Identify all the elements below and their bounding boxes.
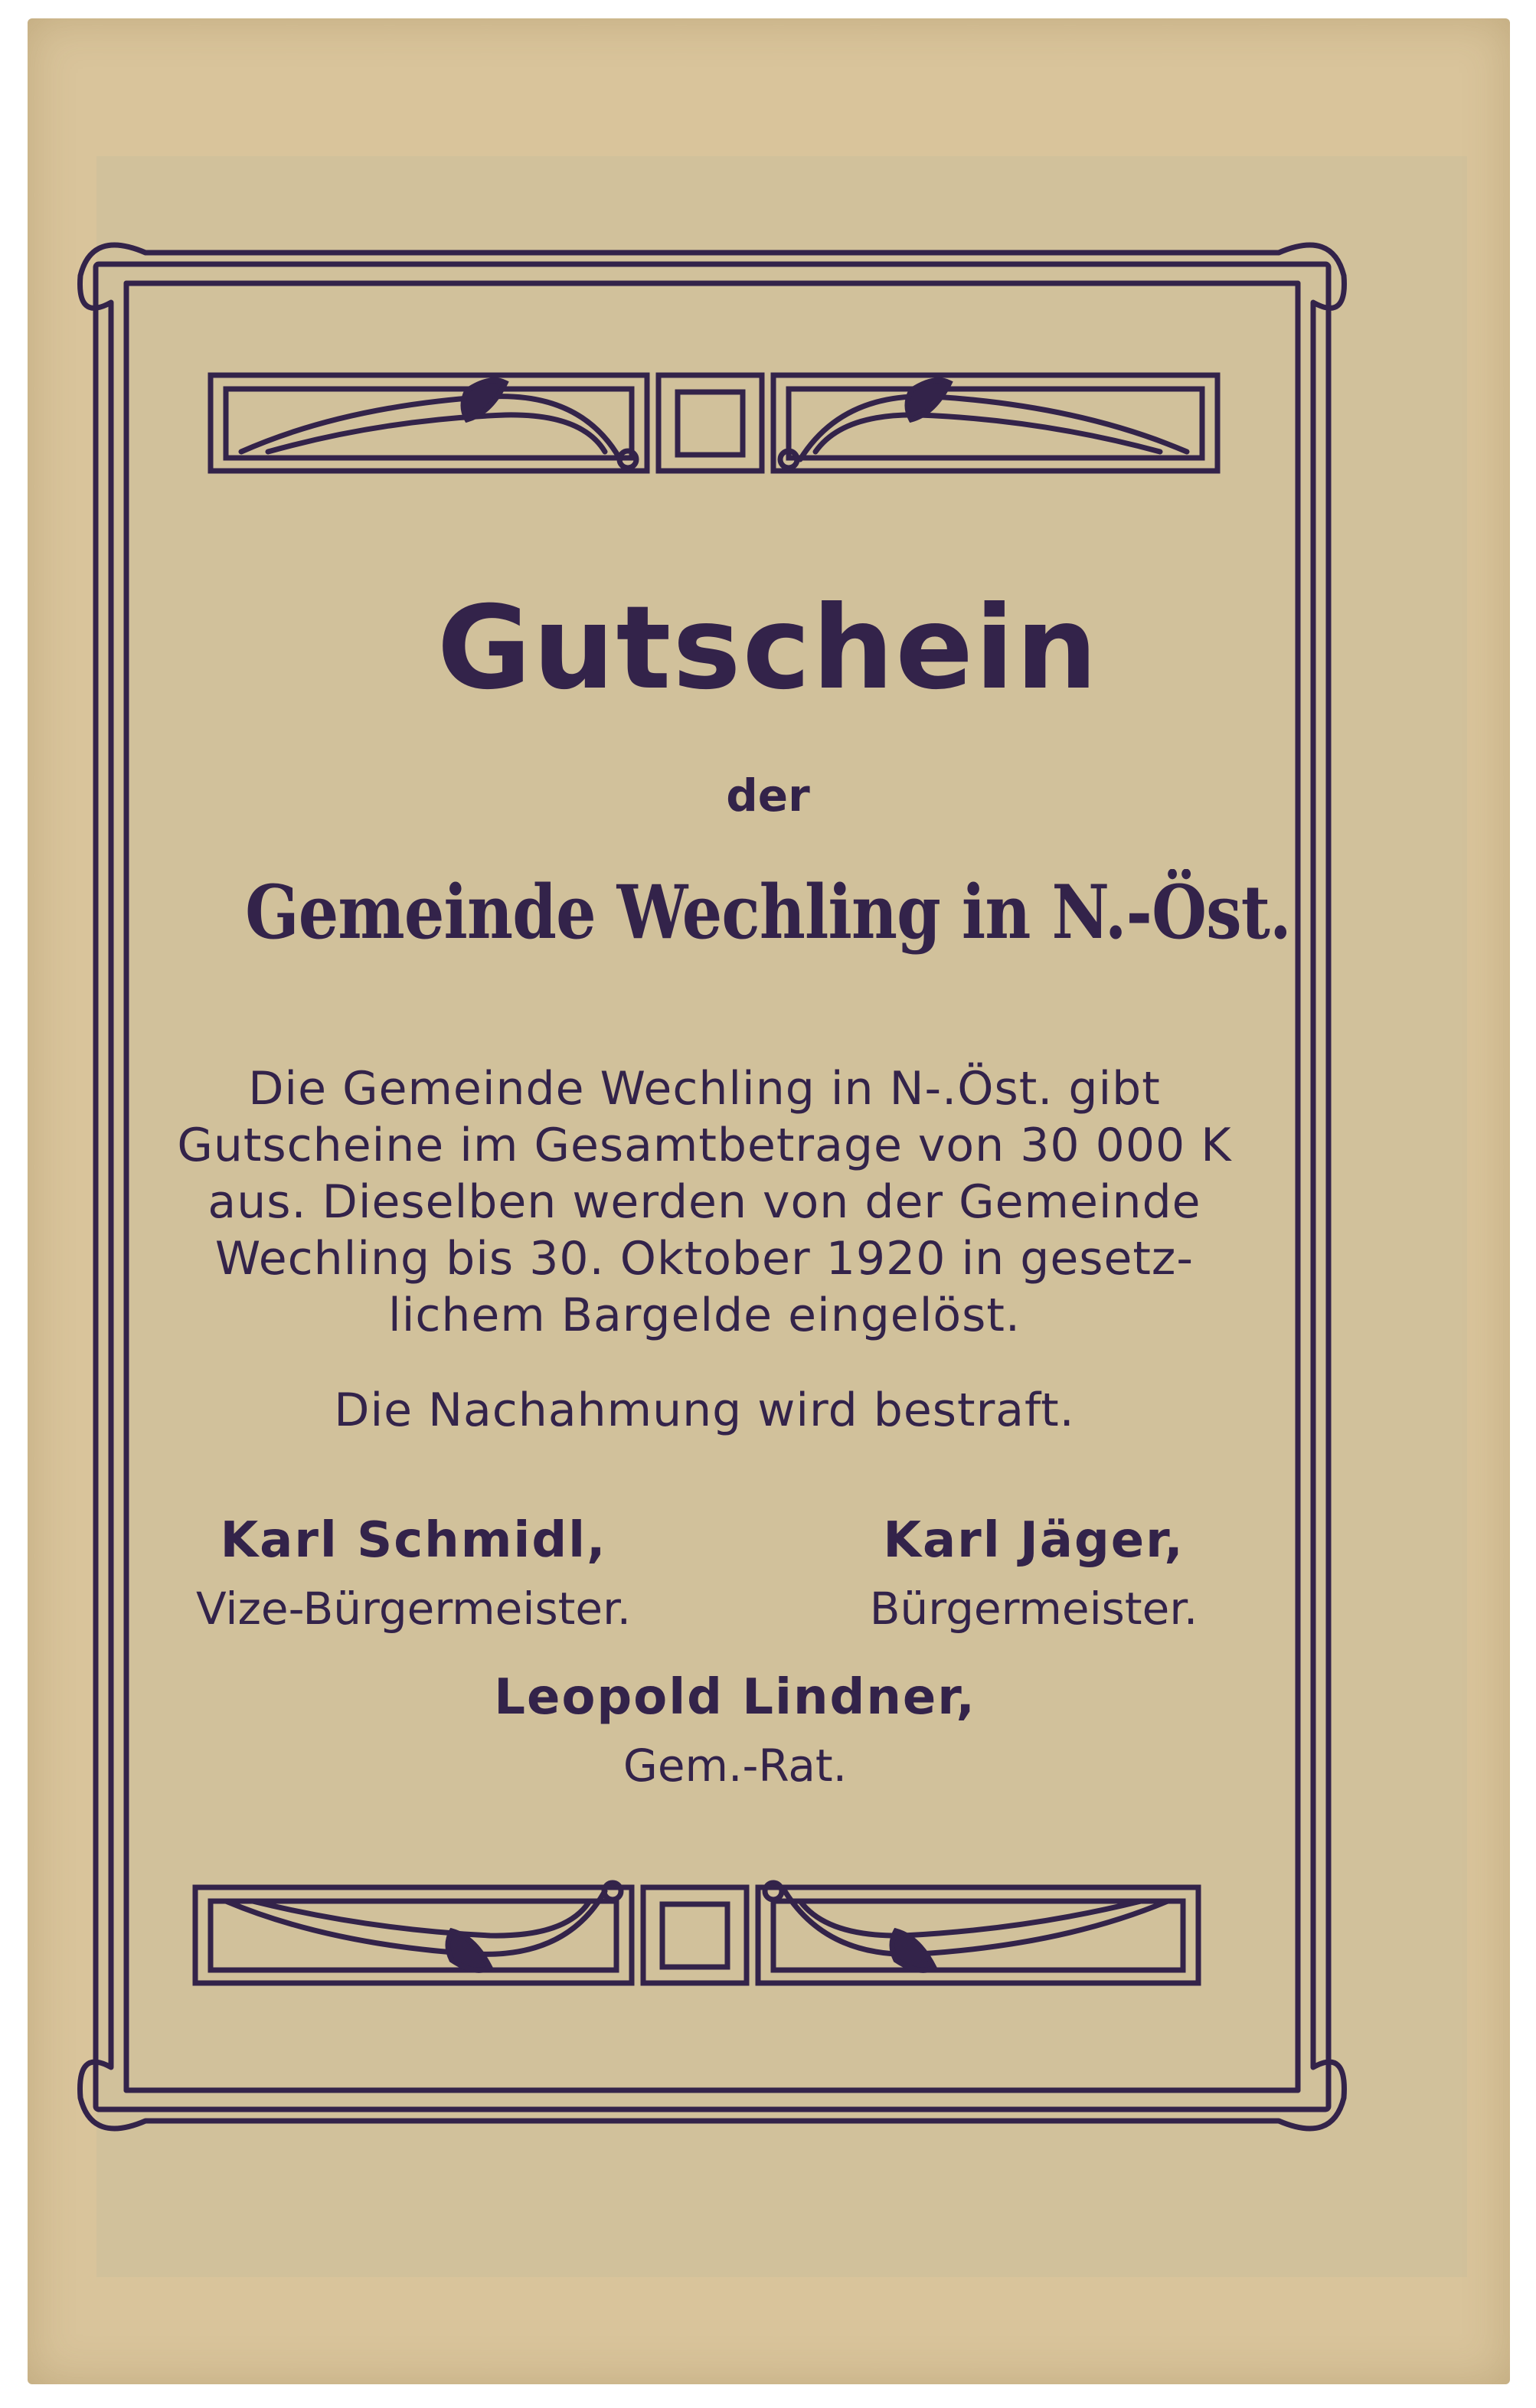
body-line-5: lichem Bargelde eingelöst. bbox=[388, 1289, 1021, 1342]
body-line-1: Die Gemeinde Wechling in N-.Öst. gibt bbox=[248, 1062, 1161, 1116]
body-line-2: Gutscheine im Gesamtbetrage von 30 000 K bbox=[177, 1119, 1232, 1172]
signatory-name: Karl Schmidl, bbox=[220, 1512, 607, 1569]
signatory-role: Vize-Bürgermeister. bbox=[195, 1583, 632, 1635]
voucher-title: Gutschein bbox=[436, 582, 1100, 715]
signatory-role: Gem.-Rat. bbox=[623, 1740, 848, 1792]
top-ornament bbox=[211, 375, 1217, 471]
bottom-ornament bbox=[195, 1883, 1198, 1983]
signatory-name: Karl Jäger, bbox=[883, 1512, 1185, 1569]
signatory-role: Bürgermeister. bbox=[869, 1583, 1198, 1635]
municipality-name: Gemeinde Wechling in N.-Öst. bbox=[245, 869, 1291, 956]
signatory-council bbox=[398, 1669, 1072, 1792]
signatory-vice-mayor bbox=[145, 1512, 681, 1635]
signatory-mayor bbox=[789, 1512, 1279, 1635]
counterfeit-warning: Die Nachahmung wird bestraft. bbox=[334, 1384, 1075, 1437]
signatory-name: Leopold Lindner, bbox=[494, 1669, 976, 1726]
voucher-subtitle: der bbox=[726, 769, 810, 822]
body-line-3: aus. Dieselben werden von der Gemeinde bbox=[208, 1175, 1201, 1229]
body-line-4: Wechling bis 30. Oktober 1920 in gesetz- bbox=[214, 1232, 1194, 1286]
